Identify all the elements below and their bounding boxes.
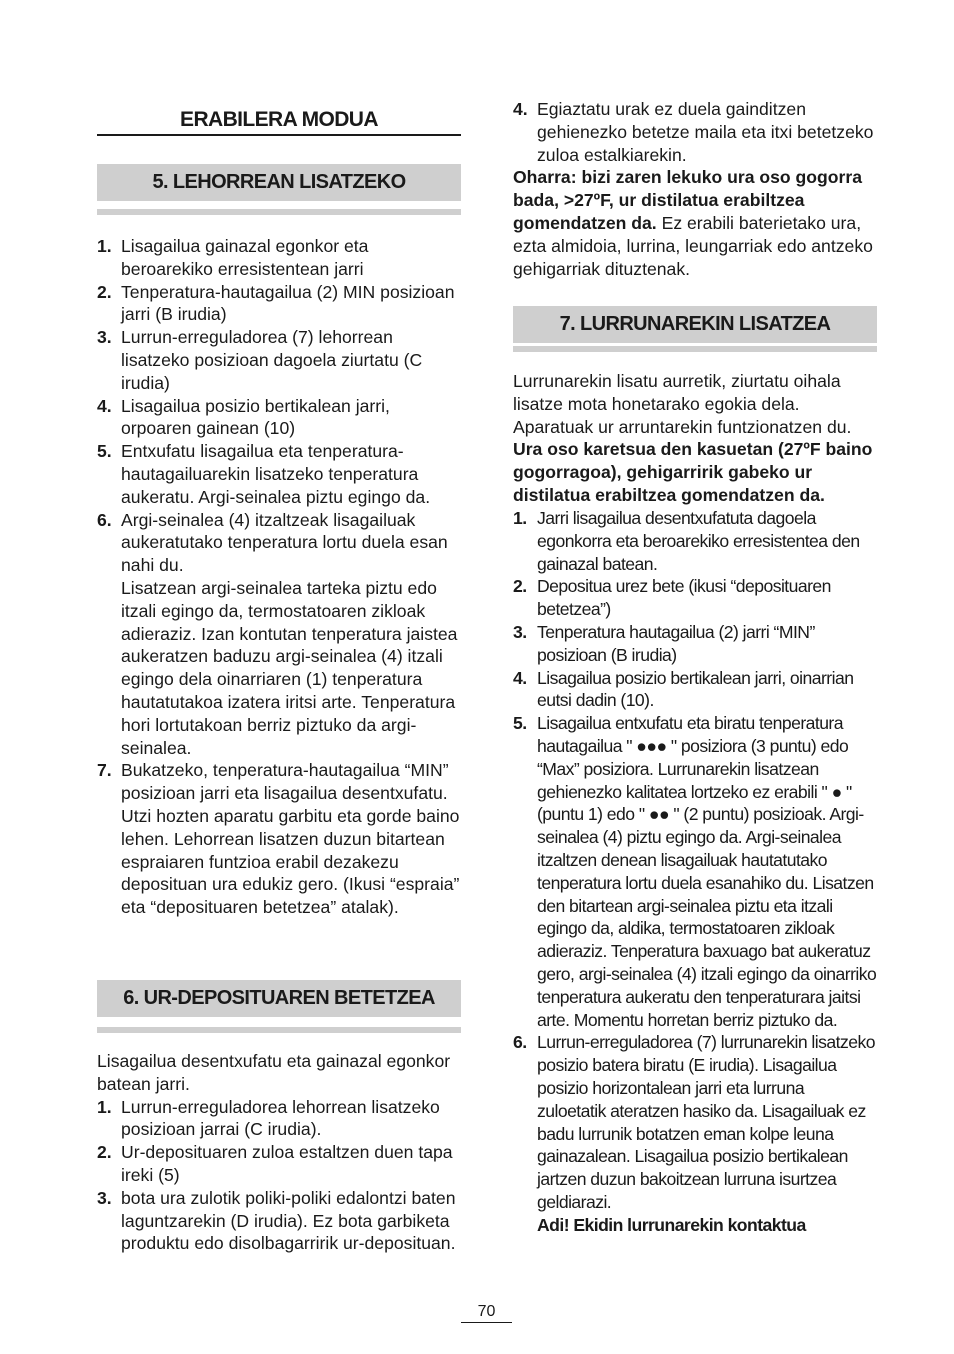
section-7-list <box>513 507 877 1237</box>
list-item: 5. Lisagailua entxufatu eta biratu tenperatura hautagailua " ●●● " posiziora (3 puntu) edo “Max” posiziora. Lurrunarekin lisatzean gehienezko kalitatea lortzeko ez erabili " ● " (puntu 1) edo " ●● " (2 puntu) posizioak. Argi-seinalea (4) piztu egingo da. Argi-seinalea itzaltzen denean lisagailuak hautatutako tenperatura lortu duela esanahiko du. Lisatzen den bitartean argi-seinalea piztu eta itzali egingo da, aldika, termostatoaren zikloak adieraziz. Tenperatura baxuago bat aukeratuz gero, argi-seinalea (4) itzali egingo da oinarriko tenperatura aukeratu den tenperaturara jaitsi arte. Momentu horretan berriz piztuko da. <box>513 713 877 1030</box>
list-item: 1. Lurrun-erreguladorea lehorrean lisatzeko posizioan jarrai (C irudia). <box>97 1096 440 1140</box>
section-6-continued <box>513 98 877 280</box>
section-7-intro: Lurrunarekin lisatu aurretik, ziurtatu oihala lisatze mota honetarako egokia dela. Aparatuak ur arruntarekin funtzionatzen du. Ura oso karetsua den kasuetan (27ºF baino gogorragoa), gehigarririk gabeko ur distilatua erabiltzea gomendatzen da. <box>513 371 873 505</box>
list-item: 3. Lurrun-erreguladorea (7) lehorrean lisatzeko posizioan dagoela ziurtatu (C irudia) <box>97 327 423 393</box>
list-item: 2. Ur-deposituaren zuloa estaltzen duen tapa ireki (5) <box>97 1142 453 1185</box>
section-5-list <box>97 235 461 919</box>
section-5-heading: 5. LEHORREAN LISATZEKO <box>97 164 461 201</box>
list-item: 1. Lisagailua gainazal egonkor eta beroarekiko erresistentean jarri <box>97 236 369 279</box>
section-5-rule <box>97 209 461 215</box>
list-item: 1. Jarri lisagailua desentxufatuta dagoela egonkorra eta beroarekiko erresistentea den gainazal batean. <box>513 508 860 574</box>
list-item: 4. Egiaztatu urak ez duela gainditzen gehienezko betetze maila eta itxi betetzeko zuloa estalkiarekin. <box>513 99 874 165</box>
list-item-continuation: Lisatzean argi-seinalea tarteka piztu edo itzali egingo da, termostatoaren zikloak adieraziz. Izan kontutan tenperatura jaistea aukeratzen baduzu argi-seinalea (4) itzali egingo dela oinarriaren (1) tenperatura hautatutakoa izatera iritsi arte. Tenperatura hori lortutakoan berriz piztuko da argi-seinalea. <box>121 577 458 758</box>
section-6-rule <box>97 1027 461 1033</box>
hard-water-note: Oharra: bizi zaren lekuko ura oso gogorra bada, >27ºF, ur distilatua erabiltzea gomendatzen da. Ez erabili baterietako ura, ezta almidoia, lurrina, leungarriak edo antzeko gehigarriak dituztenak. <box>513 167 873 279</box>
list-item: 3. bota ura zulotik poliki-poliki edalontzi baten laguntzarekin (D irudia). Ez bota garbiketa produktu edo disolbagarririk ur-deposituan. <box>97 1187 456 1254</box>
list-item: 4. Lisagailua posizio bertikalean jarri, orpoaren gainean (10) <box>97 395 390 439</box>
list-item: 3. Tenperatura hautagailua (2) jarri “MIN” posizioan (B irudia) <box>513 621 815 665</box>
list-item: 2. Depositua urez bete (ikusi “deposituaren betetzea”) <box>513 576 831 620</box>
section-7-rule <box>513 346 877 352</box>
section-6-intro: Lisagailua desentxufatu eta gainazal egonkor batean jarri. <box>97 1051 451 1094</box>
list-item: 7. Bukatzeko, tenperatura-hautagailua “MIN” posizioan jarri eta lisagailua desentxufatu. Utzi hozten aparatu garbitu eta gorde baino lehen. Lehorrean lisatzen duzun bitartean espraiaren funtzioa erabil dezakezu deposituan ura edukiz gero. (Ikusi “espraia” eta “deposituaren betetzea” atalak). <box>97 760 460 918</box>
list-item: 4. Lisagailua posizio bertikalean jarri, oinarrian eutsi dadin (10). <box>513 667 854 711</box>
list-item: 2. Tenperatura-hautagailua (2) MIN posizioan jarri (B irudia) <box>97 281 455 325</box>
section-7-heading: 7. LURRUNAREKIN LISATZEA <box>513 306 877 343</box>
steam-warning: Adi! Ekidin lurrunarekin kontaktua <box>537 1214 806 1235</box>
page-title: ERABILERA MODUA <box>97 108 461 136</box>
list-item: 5. Entxufatu lisagailua eta tenperatura-hautagailuarekin lisatzeko tenperatura aukeratu. Argi-seinalea piztu egingo da. <box>97 441 431 507</box>
section-6-heading: 6. UR-DEPOSITUAREN BETETZEA <box>97 980 461 1017</box>
page-number: 70 <box>461 1303 512 1323</box>
section-6-body <box>97 1050 461 1255</box>
list-item: 6. Argi-seinalea (4) itzaltzeak lisagailuak aukeratutako tenperatura lortu duela esan nahi du. <box>97 509 448 576</box>
list-item: 6. Lurrun-erreguladorea (7) lurrunarekin lisatzeko posizio batera biratu (E irudia). Lisagailua posizio horizontalean jarri eta lurruna zuloetatik ateratzen hasiko da. Lisagailuak ez badu lurrunik botatzen eman kolpe leuna gainazalean. Lisagailua posizio bertikalean jartzen duzun bakoitzean lurruna isurtzea geldiarazi. <box>513 1032 875 1212</box>
